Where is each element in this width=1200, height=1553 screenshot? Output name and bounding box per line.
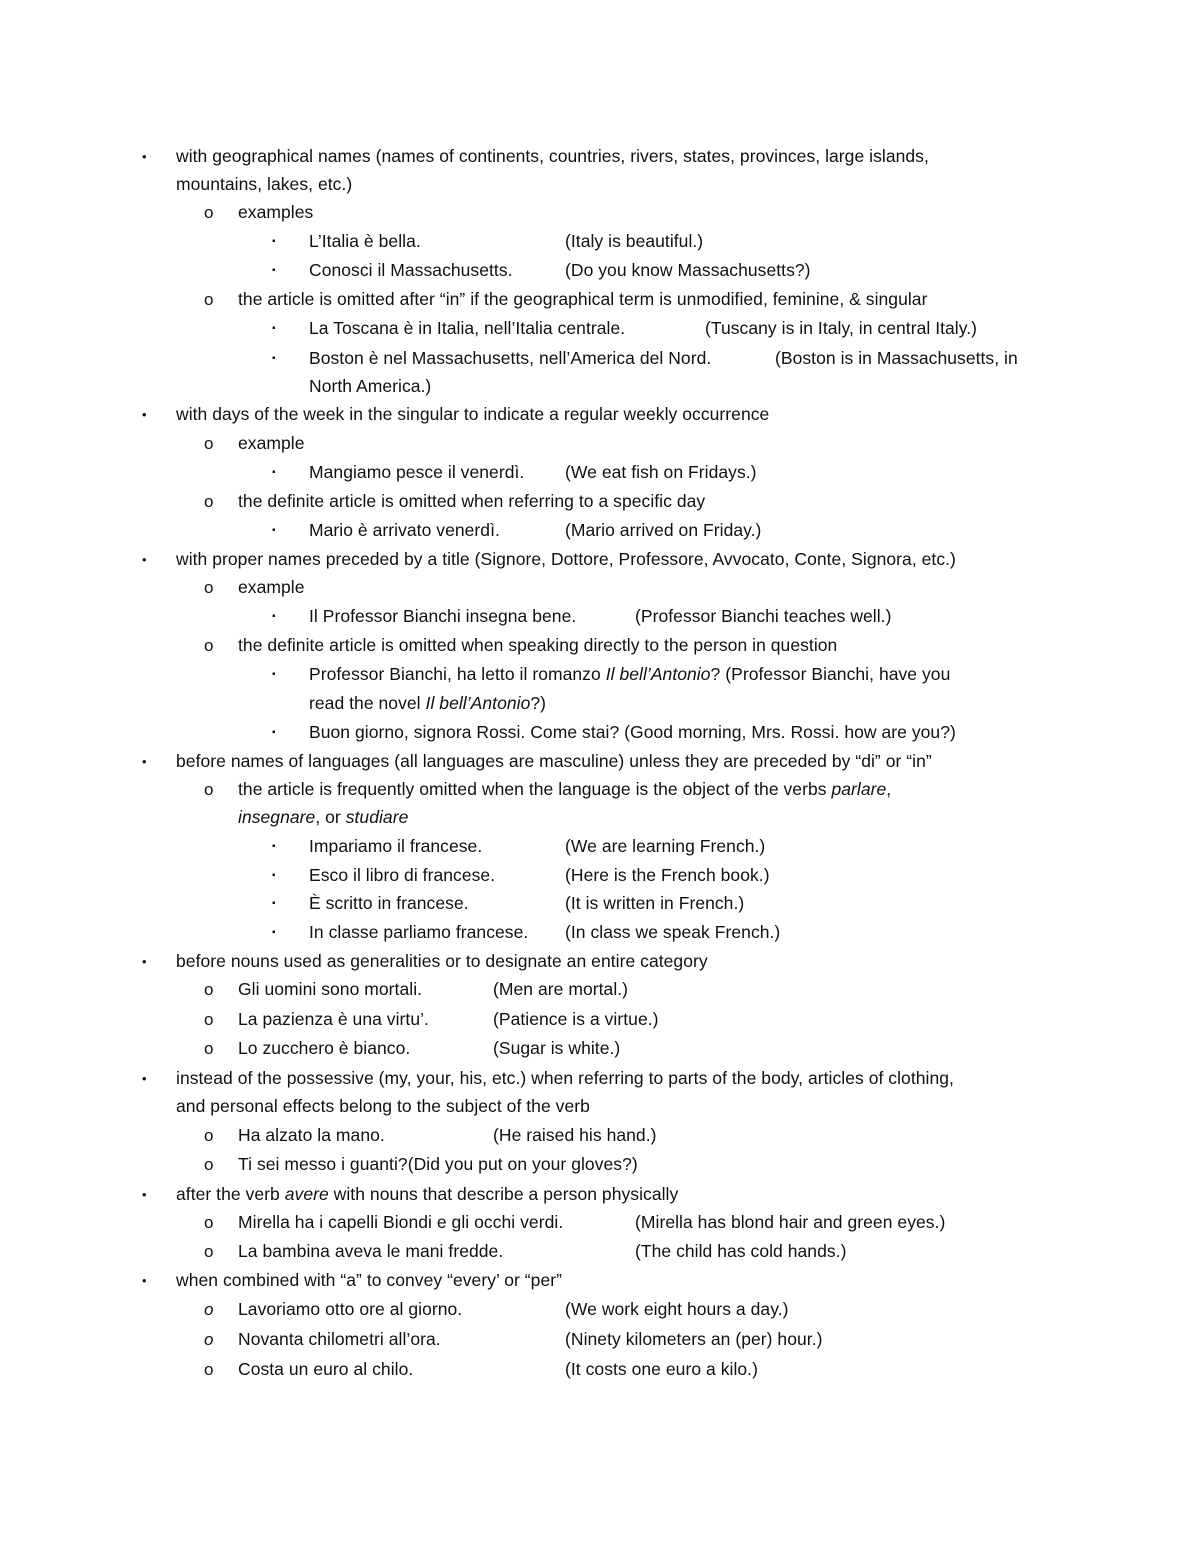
line-text xyxy=(176,400,769,429)
translation-text: (It costs one euro a kilo.) xyxy=(565,1359,758,1379)
bullet-marker: • xyxy=(142,1071,147,1086)
square-marker: ▪ xyxy=(272,236,276,247)
line-text xyxy=(238,573,305,602)
line-text xyxy=(238,429,305,458)
circle-marker: o xyxy=(204,434,214,453)
line-text-content: North America.) xyxy=(309,376,432,396)
line-text xyxy=(238,1034,410,1063)
square-marker: ▪ xyxy=(272,611,276,622)
line-text-content: Esco il libro di francese. xyxy=(309,865,496,885)
circle-marker: o xyxy=(204,980,214,999)
line-text xyxy=(176,170,352,199)
line-text-content: before nouns used as generalities or to designate an entire category xyxy=(176,951,708,971)
translation-text: (Do you know Massachusetts?) xyxy=(565,260,811,280)
circle-marker: o xyxy=(204,203,214,222)
square-marker: ▪ xyxy=(272,927,276,938)
line-text xyxy=(176,1266,562,1295)
line-text-content: Conosci il Massachusetts. xyxy=(309,260,513,280)
line-text xyxy=(309,516,500,545)
line-text-content: La pazienza è una virtu’. xyxy=(238,1009,429,1029)
translation-text: (We work eight hours a day.) xyxy=(565,1299,789,1319)
translation-text: (Men are mortal.) xyxy=(493,979,629,999)
line-text-content: mountains, lakes, etc.) xyxy=(176,174,353,194)
bullet-marker: • xyxy=(142,552,147,567)
line-text xyxy=(238,975,422,1004)
line-text xyxy=(238,1355,413,1384)
line-text-content: when combined with “a” to convey “every’ or “per” xyxy=(176,1270,562,1290)
line-text-content: In classe parliamo francese. xyxy=(309,922,529,942)
circle-marker: o xyxy=(204,1330,214,1349)
translation-text: (We are learning French.) xyxy=(565,836,766,856)
line-text-content: È scritto in francese. xyxy=(309,893,469,913)
square-marker: ▪ xyxy=(272,323,276,334)
translation-text: (Mirella has blond hair and green eyes.) xyxy=(635,1212,946,1232)
bullet-marker: • xyxy=(142,954,147,969)
line-text xyxy=(176,947,708,976)
italic-term: Il bell’Antonio xyxy=(605,664,711,684)
line-text xyxy=(309,718,956,747)
text-part: with nouns that describe a person physically xyxy=(328,1184,679,1204)
circle-marker: o xyxy=(204,578,214,597)
circle-marker: o xyxy=(204,780,214,799)
line-text-content: Ha alzato la mano. xyxy=(238,1125,385,1145)
circle-marker: o xyxy=(204,1300,214,1319)
line-text xyxy=(309,227,421,256)
line-text-content: the definite article is omitted when referring to a specific day xyxy=(238,491,706,511)
line-text-content: Mangiamo pesce il venerdì. xyxy=(309,462,525,482)
circle-marker: o xyxy=(204,290,214,309)
circle-marker: o xyxy=(204,1155,214,1174)
line-text-content: Boston è nel Massachusetts, nell’America del Nord. xyxy=(309,348,712,368)
line-text-content: Lo zucchero è bianco. xyxy=(238,1038,411,1058)
line-text xyxy=(238,198,313,227)
line-text xyxy=(238,1325,441,1354)
square-marker: ▪ xyxy=(272,525,276,536)
circle-marker: o xyxy=(204,492,214,511)
line-text-content: La bambina aveva le mani fredde. xyxy=(238,1241,504,1261)
line-text-content: Costa un euro al chilo. xyxy=(238,1359,414,1379)
line-text xyxy=(309,344,711,373)
italic-term: studiare xyxy=(345,807,409,827)
translation-text: (Italy is beautiful.) xyxy=(565,231,704,251)
line-text xyxy=(176,747,932,776)
line-text xyxy=(309,660,950,689)
line-text-content: Novanta chilometri all’ora. xyxy=(238,1329,441,1349)
line-text-content: with proper names preceded by a title (Signore, Dottore, Professore, Avvocato, Conte, Signora, etc.) xyxy=(176,549,956,569)
square-marker: ▪ xyxy=(272,727,276,738)
translation-text: (He raised his hand.) xyxy=(493,1125,657,1145)
line-text-content: Mirella ha i capelli Biondi e gli occhi verdi. xyxy=(238,1212,564,1232)
translation-text: (We eat fish on Fridays.) xyxy=(565,462,757,482)
square-marker: ▪ xyxy=(272,841,276,852)
line-text xyxy=(238,775,891,804)
line-text-content: instead of the possessive (my, your, his, etc.) when referring to parts of the body, articles of clothing, xyxy=(176,1068,954,1088)
square-marker: ▪ xyxy=(272,265,276,276)
square-marker: ▪ xyxy=(272,898,276,909)
line-text xyxy=(309,458,524,487)
line-text-content: and personal effects belong to the subject of the verb xyxy=(176,1096,590,1116)
translation-text: (Mario arrived on Friday.) xyxy=(565,520,762,540)
italic-term: Il bell’Antonio xyxy=(425,693,531,713)
translation-text: (The child has cold hands.) xyxy=(635,1241,847,1261)
line-text xyxy=(238,631,837,660)
line-text xyxy=(238,1150,638,1179)
translation-text: (Here is the French book.) xyxy=(565,865,770,885)
translation-text: (Ninety kilometers an (per) hour.) xyxy=(565,1329,823,1349)
circle-marker: o xyxy=(204,636,214,655)
text-part: ? (Professor Bianchi, have you xyxy=(710,664,951,684)
line-text-content: the article is omitted after “in” if the geographical term is unmodified, feminine, & singular xyxy=(238,289,928,309)
line-text xyxy=(176,1092,590,1121)
line-text xyxy=(176,1180,678,1209)
line-text xyxy=(309,918,528,947)
line-text-content: Il Professor Bianchi insegna bene. xyxy=(309,606,577,626)
line-text-content: examples xyxy=(238,202,314,222)
text-part: , xyxy=(886,779,892,799)
line-text xyxy=(309,689,546,718)
translation-text: (It is written in French.) xyxy=(565,893,745,913)
bullet-marker: • xyxy=(142,754,147,769)
line-text xyxy=(238,1295,462,1324)
line-text-content: Buon giorno, signora Rossi. Come stai? (Good morning, Mrs. Rossi. how are you?) xyxy=(309,722,956,742)
text-part: read the novel xyxy=(309,693,426,713)
text-part: Professor Bianchi, ha letto il romanzo xyxy=(309,664,606,684)
line-text-content: Lavoriamo otto ore al giorno. xyxy=(238,1299,463,1319)
square-marker: ▪ xyxy=(272,353,276,364)
line-text-content: the definite article is omitted when speaking directly to the person in question xyxy=(238,635,838,655)
line-text-content: L’Italia è bella. xyxy=(309,231,421,251)
text-part: the article is frequently omitted when the language is the object of the verbs xyxy=(238,779,832,799)
line-text xyxy=(309,256,513,285)
circle-marker: o xyxy=(204,1360,214,1379)
line-text xyxy=(238,487,705,516)
italic-term: avere xyxy=(284,1184,329,1204)
text-part: after the verb xyxy=(176,1184,285,1204)
line-text-content: with geographical names (names of continents, countries, rivers, states, provinces, large islands, xyxy=(176,146,929,166)
line-text-content: Gli uomini sono mortali. xyxy=(238,979,423,999)
line-text xyxy=(309,889,469,918)
line-text xyxy=(238,803,408,832)
line-text xyxy=(176,1064,954,1093)
text-part: , or xyxy=(315,807,346,827)
bullet-marker: • xyxy=(142,1273,147,1288)
line-text-content: Ti sei messo i guanti?(Did you put on your gloves?) xyxy=(238,1154,638,1174)
translation-text: (Boston is in Massachusetts, in xyxy=(775,348,1018,368)
line-text-content: with days of the week in the singular to indicate a regular weekly occurrence xyxy=(176,404,770,424)
square-marker: ▪ xyxy=(272,467,276,478)
translation-text: (Professor Bianchi teaches well.) xyxy=(635,606,892,626)
translation-text: (Tuscany is in Italy, in central Italy.) xyxy=(705,318,978,338)
circle-marker: o xyxy=(204,1126,214,1145)
line-text xyxy=(238,1121,385,1150)
line-text-content: Mario è arrivato venerdì. xyxy=(309,520,500,540)
line-text xyxy=(309,372,431,401)
line-text-content: example xyxy=(238,577,305,597)
square-marker: ▪ xyxy=(272,870,276,881)
bullet-marker: • xyxy=(142,407,147,422)
text-part: ?) xyxy=(530,693,547,713)
line-text-content: before names of languages (all languages are masculine) unless they are preceded by “di” or “in” xyxy=(176,751,932,771)
circle-marker: o xyxy=(204,1242,214,1261)
line-text xyxy=(238,1005,429,1034)
translation-text: (In class we speak French.) xyxy=(565,922,781,942)
line-text xyxy=(176,142,929,171)
bullet-marker: • xyxy=(142,149,147,164)
line-text xyxy=(238,285,927,314)
line-text-content: example xyxy=(238,433,305,453)
bullet-marker: • xyxy=(142,1187,147,1202)
line-text xyxy=(309,314,625,343)
circle-marker: o xyxy=(204,1010,214,1029)
italic-term: insegnare xyxy=(238,807,316,827)
line-text-content: Impariamo il francese. xyxy=(309,836,483,856)
circle-marker: o xyxy=(204,1213,214,1232)
line-text xyxy=(238,1208,563,1237)
line-text xyxy=(238,1237,503,1266)
translation-text: (Sugar is white.) xyxy=(493,1038,621,1058)
line-text xyxy=(309,602,576,631)
line-text-content: La Toscana è in Italia, nell’Italia centrale. xyxy=(309,318,626,338)
line-text xyxy=(176,545,956,574)
square-marker: ▪ xyxy=(272,669,276,680)
line-text xyxy=(309,861,495,890)
italic-term: parlare xyxy=(831,779,887,799)
line-text xyxy=(309,832,482,861)
circle-marker: o xyxy=(204,1039,214,1058)
translation-text: (Patience is a virtue.) xyxy=(493,1009,659,1029)
